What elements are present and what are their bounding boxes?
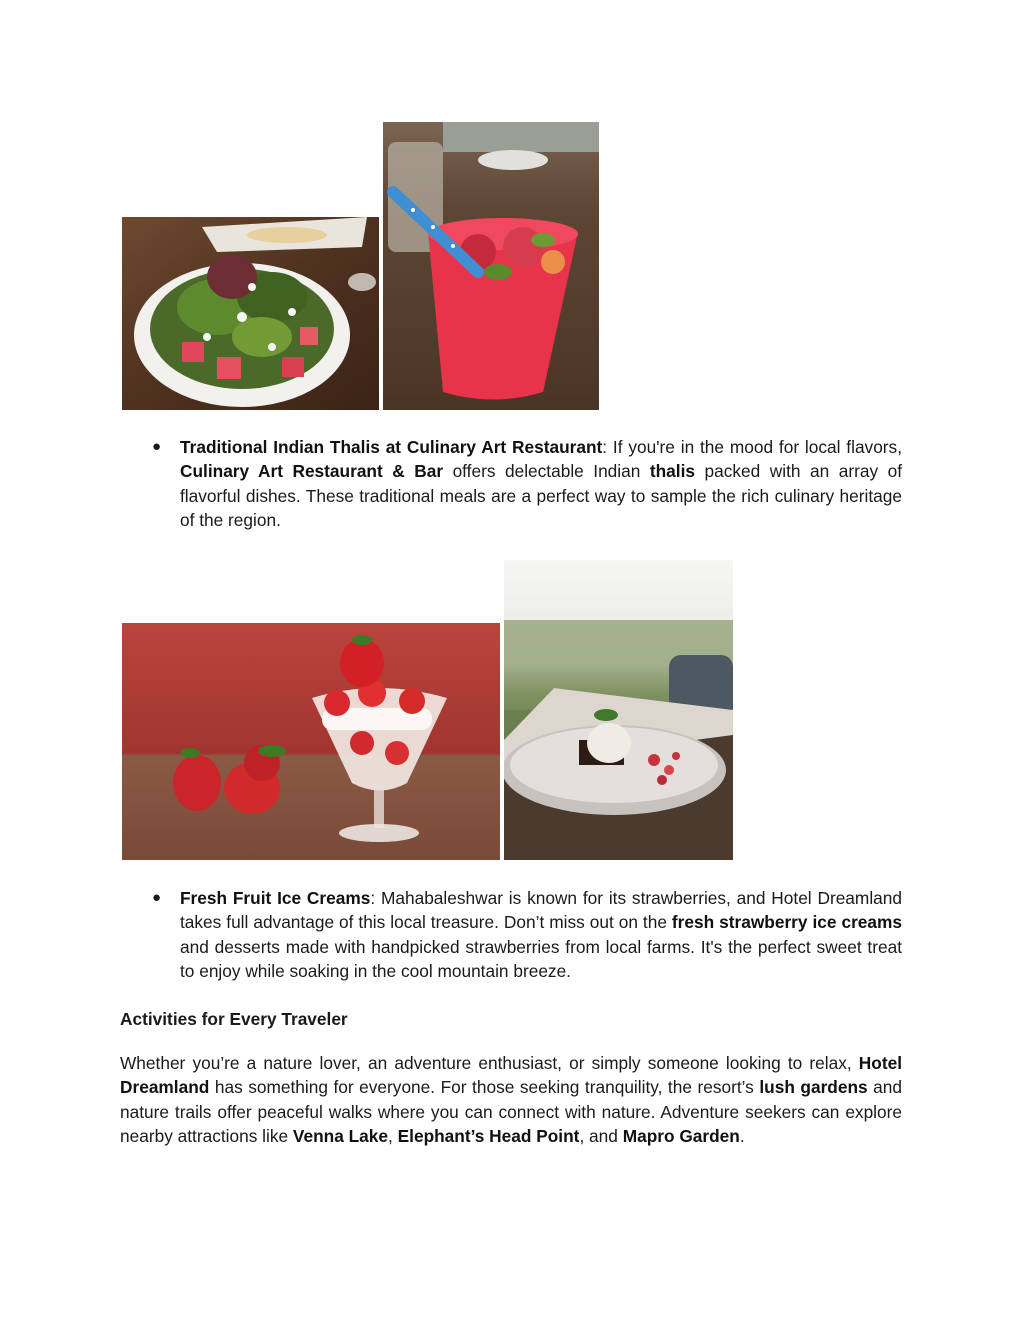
bold-text: Mapro Garden: [622, 1126, 740, 1147]
body-paragraph: Whether you’re a nature lover, an adventure enthusiast, or simply someone looking to relax, Hotel Dreamland has something for everyone. For those seeking tranquility, the resort’s lush gardens and nature trails offer peaceful walks where you can connect with nature. Adventure seekers can explore nearby attractions like Venna Lake, Elephant’s Head Point, and Mapro Garden.: [120, 1053, 902, 1147]
salad-photo: [122, 217, 379, 410]
bold-text: fresh strawberry ice creams: [671, 912, 902, 933]
bullet-text: Fresh Fruit Ice Creams: Mahabaleshwar is known for its strawberries, and Hotel Dreamland takes full advantage of this local treasure. Don’t miss out on the fresh strawberry ice creams and desserts made with handpicked strawberries from local farms. It's the perfect sweet treat to enjoy while soaking in the cool mountain breeze.: [180, 888, 902, 982]
bold-text: Fresh Fruit Ice Creams: [180, 888, 371, 908]
bold-text: Culinary Art Restaurant & Bar: [180, 461, 444, 482]
bullet-text: Traditional Indian Thalis at Culinary Art Restaurant: If you're in the mood for local flavors, Culinary Art Restaurant & Bar offers delectable Indian thalis packed with an array of flavorful dishes. These traditional meals are a perfect way to sample the rich culinary heritage of the region.: [180, 437, 903, 531]
bold-text: thalis: [649, 461, 696, 482]
bullet-icon: ●: [152, 438, 162, 455]
strawberry-sundae-photo: [122, 623, 500, 860]
bold-text: Elephant’s Head Point: [397, 1126, 580, 1147]
section-heading: Activities for Every Traveler: [120, 1009, 348, 1029]
bullet-traditional-thalis: [122, 435, 902, 533]
bold-text: lush gardens: [759, 1077, 868, 1098]
bullet-fresh-fruit-ice-creams: [122, 886, 902, 984]
bold-text: Venna Lake: [292, 1126, 389, 1147]
brownie-ice-cream-photo: [504, 560, 733, 860]
bullet-icon: ●: [152, 889, 162, 906]
strawberry-drink-photo: [383, 122, 599, 410]
bold-text: Hotel Dreamland: [120, 1053, 902, 1098]
bold-text: Traditional Indian Thalis at Culinary Art Restaurant: [180, 437, 603, 457]
